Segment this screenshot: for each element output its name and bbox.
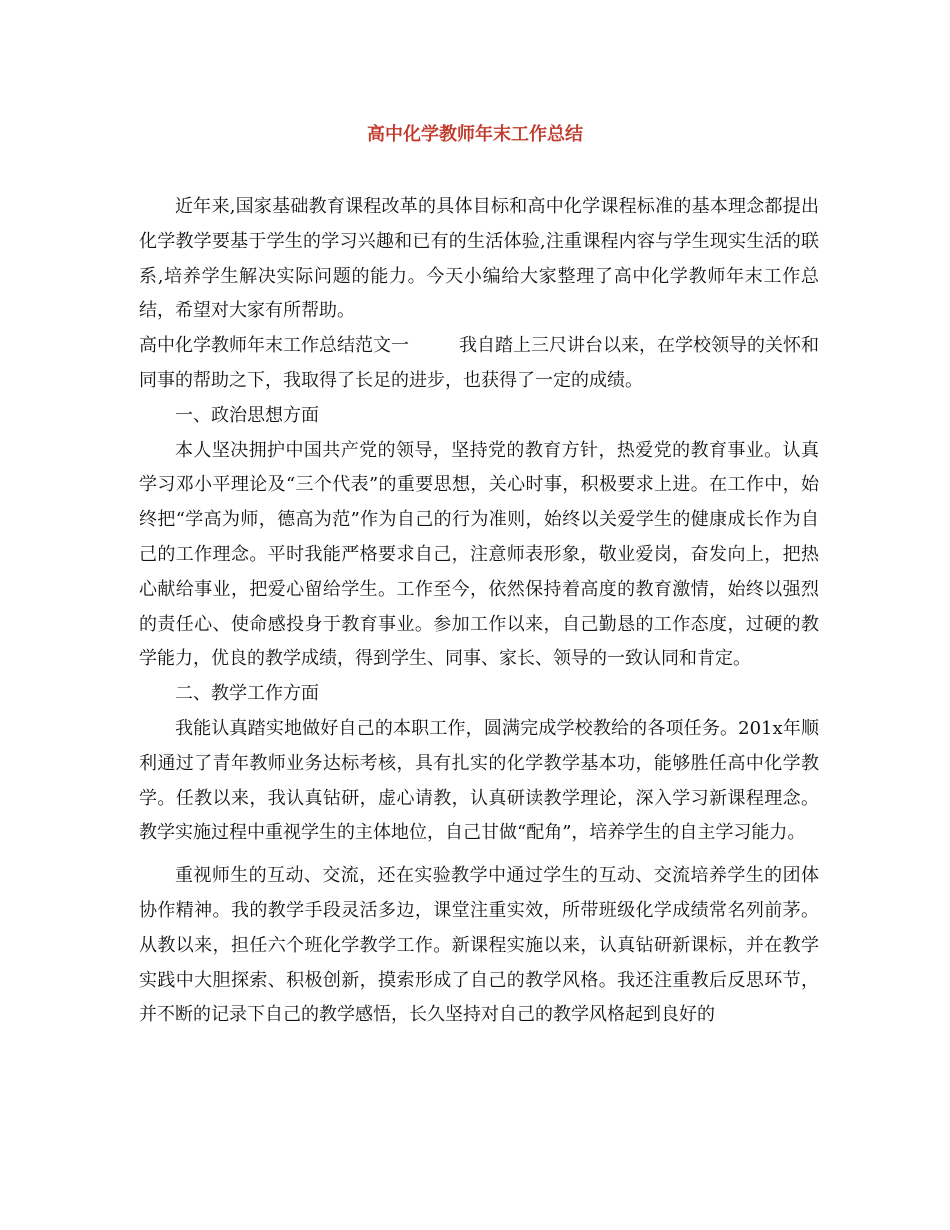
section2-paragraph-2: 重视师生的互动、交流，还在实验教学中通过学生的互动、交流培养学生的团体协作精神。我的教学手段灵活多边，课堂注重实效，所带班级化学成绩常名列前茅。从教以来，担任六个班化学教学工作。新课程实施以来，认真钻研新课标，并在教学实践中大胆探索、积极创新，摸索形成了自己的教学风格。我还注重教后反思环节，并不断的记录下自己的教学感悟，长久坚持对自己的教学风格起到良好的 <box>139 865 819 1026</box>
section2-paragraph-1: 我能认真踏实地做好自己的本职工作，圆满完成学校教给的各项任务。201x年顺利通过了青年教师业务达标考核，具有扎实的化学教学基本功，能够胜任高中化学教学。任教以来，我认真钻研，虚心请教，认真研读教学理论，深入学习新课程理念。教学实施过程中重视学生的主体地位，自己甘做“配角”，培养学生的自主学习能力。 <box>139 717 819 844</box>
sample-paragraph <box>139 329 819 399</box>
intro-paragraph: 近年来,国家基础教育课程改革的具体目标和高中化学课程标准的基本理念都提出化学教学要基于学生的学习兴趣和已有的生活体验,注重课程内容与学生现实生活的联系,培养学生解决实际问题的能力。今天小编给大家整理了高中化学教师年末工作总结，希望对大家有所帮助。 <box>139 196 819 322</box>
section1-heading: 一、政治思想方面 <box>175 404 319 426</box>
sample-lead: 我自踏上三尺讲台以来，在学校领导的关怀和同事的帮助之下，我取得了长足的进步，也获得了一定的成绩。 <box>139 335 819 391</box>
section2-heading: 二、教学工作方面 <box>175 683 319 705</box>
document-body <box>139 190 819 1033</box>
section1-paragraph: 本人坚决拥护中国共产党的领导，坚持党的教育方针，热爱党的教育事业。认真学习邓小平理论及“三个代表”的重要思想，关心时事，积极要求上进。在工作中，始终把“学高为师，德高为范”作为自己的行为准则，始终以关爱学生的健康成长作为自己的工作理念。平时我能严格要求自己，注意师表形象，敬业爱岗，奋发向上，把热心献给事业，把爱心留给学生。工作至今，依然保持着高度的教育激情，始终以强烈的责任心、使命感投身于教育事业。参加工作以来，自己勤恳的工作态度，过硬的教学能力，优良的教学成绩，得到学生、同事、家长、领导的一致认同和肯定。 <box>139 439 819 670</box>
sample-heading: 高中化学教师年末工作总结范文一 <box>139 335 409 357</box>
document-title: 高中化学教师年末工作总结 <box>367 124 583 145</box>
